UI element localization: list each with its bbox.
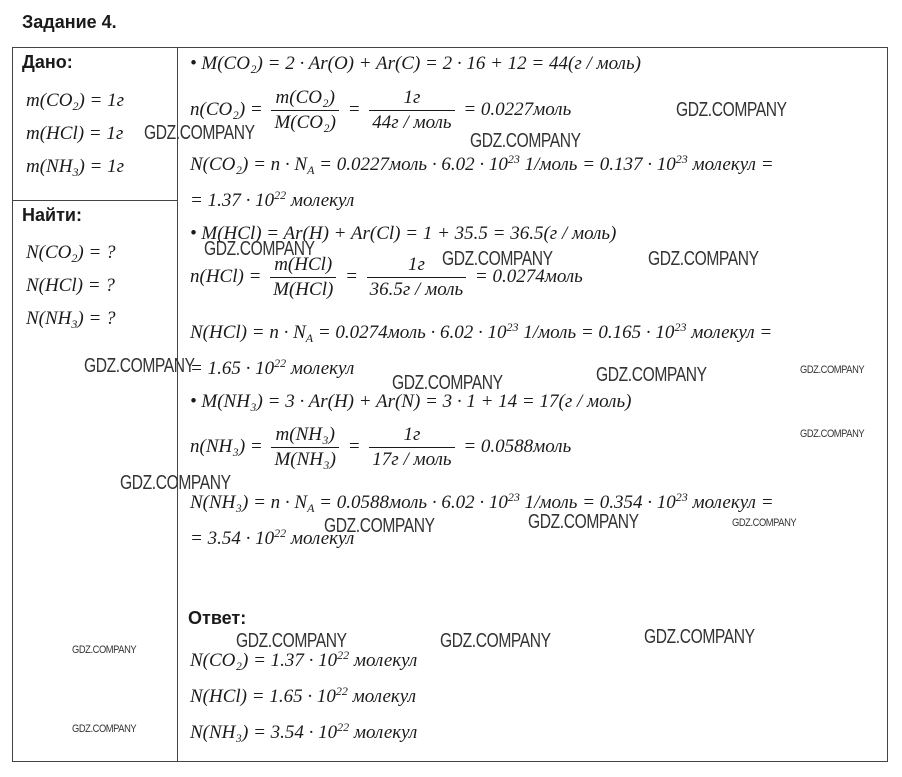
find-n-co2: $N(CO_2)$ = ?	[26, 242, 116, 265]
co2-molecules-line2: = $1.37 \cdot 10^{22}$ молекул	[190, 188, 355, 211]
answer-n-hcl: $N(HCl) = 1.65 \cdot 10^{22}$ молекул	[190, 684, 417, 707]
watermark: GDZ.COMPANY	[84, 355, 195, 377]
given-header: Дано:	[22, 52, 73, 72]
co2-fraction-numeric: $\frac{1г}{\text{44г / моль}}$	[369, 86, 454, 135]
watermark: GDZ.COMPANY	[204, 238, 315, 260]
answer-n-nh3: $N(NH_3) = 3.54 \cdot 10^{22}$ молекул	[190, 720, 418, 743]
hcl-molar-mass: • M(HCl) = Ar(H) + Ar(Cl) = 1 + 35.5 = 36.5(г / моль)	[190, 223, 617, 244]
watermark: GDZ.COMPANY	[236, 630, 347, 652]
find-n-nh3: $N(NH_3)$ = ?	[26, 308, 116, 331]
find-header: Найти:	[22, 205, 82, 225]
nh3-amount-formula: n(NH₃) = $\frac{\text{m(NH₃)}}{\text{M(NH₃)}}$ = $\frac{1г}{\text{17г / моль}}$ = 0.0588моль	[190, 424, 572, 470]
column-divider	[177, 47, 178, 762]
given-mass-hcl: m(HCl) = 1г	[26, 123, 124, 144]
find-n-hcl: N(HCl) = ?	[26, 275, 115, 296]
watermark: GDZ.COMPANY	[442, 248, 553, 270]
nh3-fraction-numeric: $\frac{1г}{\text{17г / моль}}$	[369, 423, 454, 472]
watermark: GDZ.COMPANY	[72, 644, 137, 656]
answer-header: Ответ:	[188, 608, 247, 628]
watermark: GDZ.COMPANY	[392, 372, 503, 394]
task-title: Задание 4.	[22, 12, 117, 32]
nh3-molecules-line2: = $3.54 \cdot 10^{22}$ молекул	[190, 526, 355, 549]
hcl-molecules-line1: $N(HCl) = n \cdot N_A$ = 0.0274моль · $6.02 \cdot 10^{23}$ 1/моль = $0.165 \cdot 10^{23}$ молекул =	[190, 320, 773, 345]
nh3-molecules-line1: $N(NH_3) = n \cdot N_A$ = 0.0588моль · $6.02 \cdot 10^{23}$ 1/моль = $0.354 \cdot 10^{23}$ молекул =	[190, 490, 774, 515]
hcl-fraction-symbolic: $\frac{\text{m(HCl)}}{\text{M(HCl)}}$	[270, 253, 336, 302]
watermark: GDZ.COMPANY	[440, 630, 551, 652]
watermark: GDZ.COMPANY	[800, 428, 865, 440]
watermark: GDZ.COMPANY	[644, 626, 755, 648]
watermark: GDZ.COMPANY	[732, 517, 797, 529]
watermark: GDZ.COMPANY	[800, 364, 865, 376]
watermark: GDZ.COMPANY	[120, 472, 231, 494]
watermark: GDZ.COMPANY	[72, 723, 137, 735]
answer-n-co2: $N(CO_2) = 1.37 \cdot 10^{22}$ молекул	[190, 648, 418, 671]
hcl-amount-formula: n(HCl) = $\frac{\text{m(HCl)}}{\text{M(HCl)}}$ = $\frac{1г}{\text{36.5г / моль}}$ = 0.0274моль	[190, 254, 583, 300]
co2-fraction-symbolic: $\frac{\text{m(CO₂)}}{\text{M(CO₂)}}$	[271, 86, 338, 135]
given-mass-co2: $m(CO_2) = 1г$	[26, 90, 125, 113]
watermark: GDZ.COMPANY	[596, 364, 707, 386]
watermark: GDZ.COMPANY	[144, 122, 255, 144]
co2-molecules-line1: $N(CO_2) = n \cdot N_A$ = 0.0227моль · $6.02 \cdot 10^{23}$ 1/моль = $0.137 \cdot 10^{23}$ молекул =	[190, 152, 774, 177]
watermark: GDZ.COMPANY	[676, 99, 787, 121]
watermark: GDZ.COMPANY	[528, 511, 639, 533]
nh3-fraction-symbolic: $\frac{\text{m(NH₃)}}{\text{M(NH₃)}}$	[271, 423, 338, 472]
given-mass-nh3: $m(NH_3) = 1г$	[26, 156, 125, 179]
co2-amount-formula: n(CO₂) = $\frac{\text{m(CO₂)}}{\text{M(CO₂)}}$ = $\frac{1г}{\text{44г / моль}}$ = 0.0227моль	[190, 87, 572, 133]
co2-molar-mass: • M(CO₂) = 2 · Ar(O) + Ar(C) = 2 · 16 + 12 = 44(г / моль)	[190, 53, 641, 74]
watermark: GDZ.COMPANY	[470, 130, 581, 152]
given-find-divider	[12, 200, 178, 201]
nh3-molar-mass: • M(NH₃) = 3 · Ar(H) + Ar(N) = 3 · 1 + 14 = 17(г / моль)	[190, 391, 632, 412]
watermark: GDZ.COMPANY	[648, 248, 759, 270]
hcl-fraction-numeric: $\frac{1г}{\text{36.5г / моль}}$	[367, 253, 467, 302]
watermark: GDZ.COMPANY	[324, 515, 435, 537]
hcl-molecules-line2: = $1.65 \cdot 10^{22}$ молекул	[190, 356, 355, 379]
